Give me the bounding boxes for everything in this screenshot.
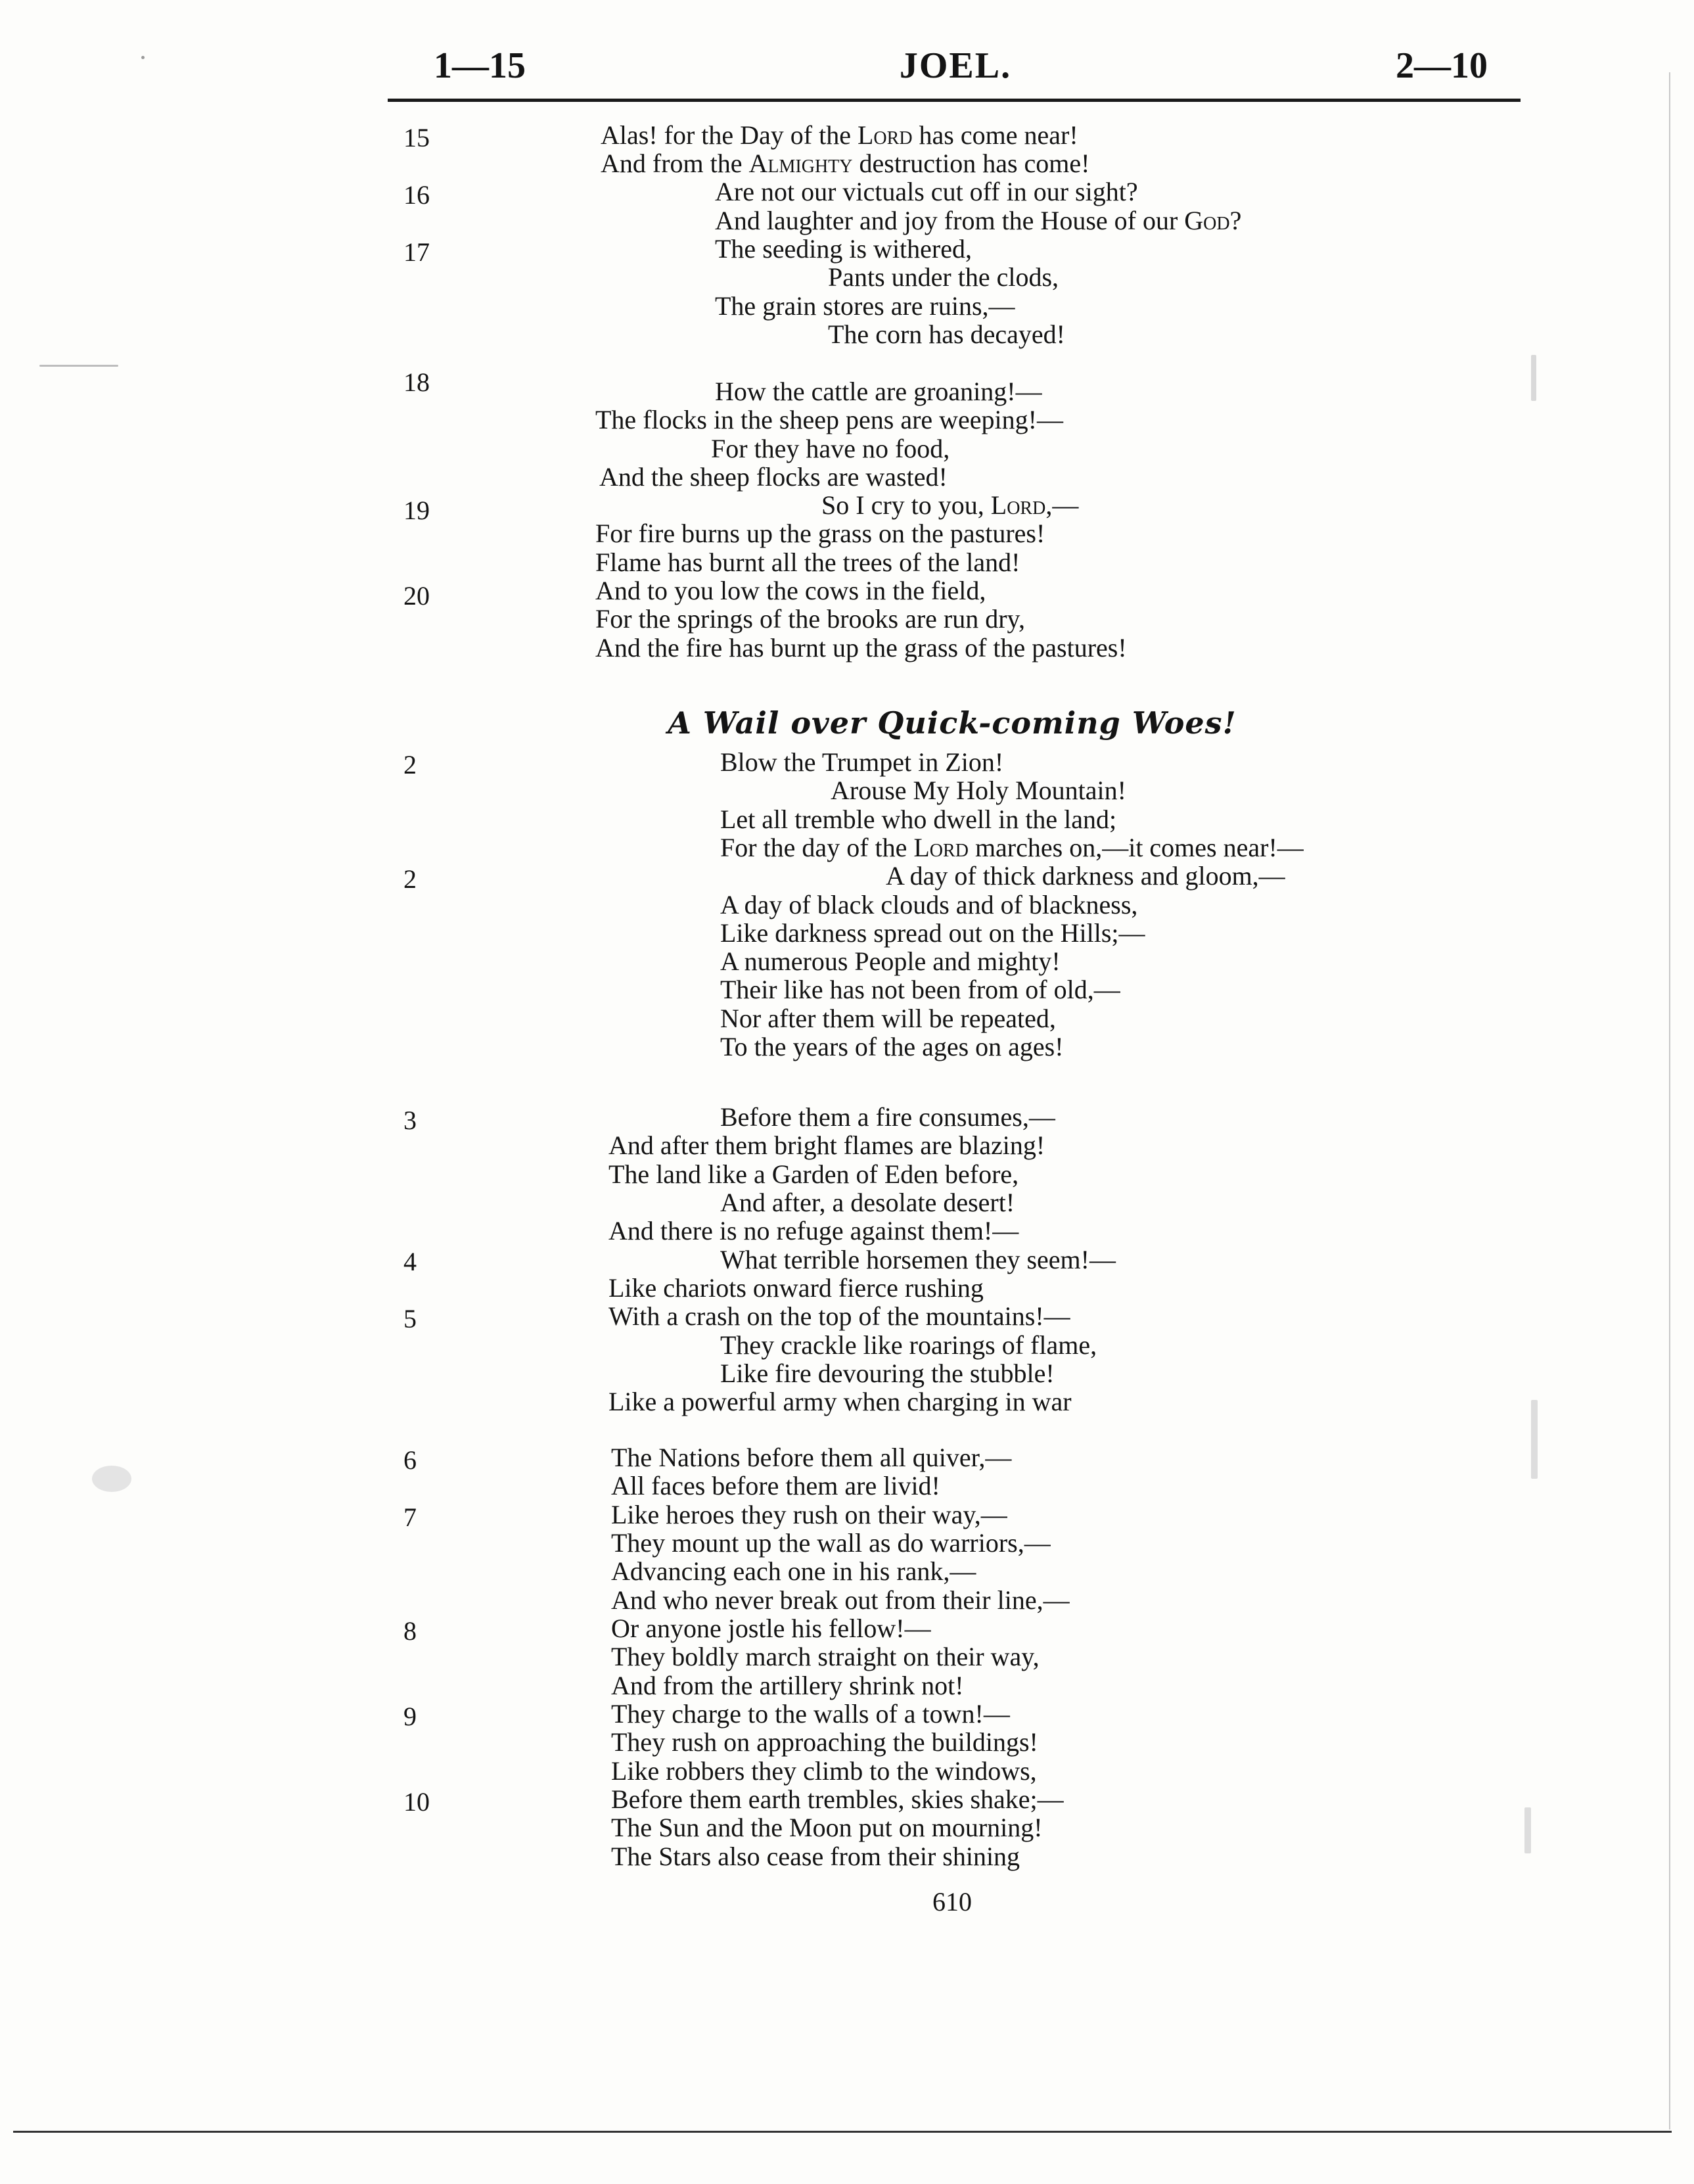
poem-line: And who never break out from their line,— <box>611 1585 1070 1615</box>
poem-line: So I cry to you, Lord,— <box>821 490 1079 520</box>
poem-line: And from the artillery shrink not! <box>611 1671 964 1700</box>
poem-line: The land like a Garden of Eden before, <box>608 1159 1019 1189</box>
verse-number: 16 <box>403 180 430 210</box>
verse-number: 8 <box>403 1616 417 1646</box>
poem-line: And the fire has burnt up the grass of the pastures! <box>595 633 1127 662</box>
verse-number: 4 <box>403 1247 417 1276</box>
verse-number: 17 <box>403 237 430 267</box>
poem-line: Alas! for the Day of the Lord has come near! <box>601 120 1078 150</box>
verse-number: 20 <box>403 581 430 611</box>
poem-line: Let all tremble who dwell in the land; <box>720 804 1117 834</box>
bottom-rule <box>13 2131 1672 2133</box>
poem-line: For fire burns up the grass on the pastures! <box>595 519 1045 548</box>
small-caps-word: Lord <box>857 120 913 150</box>
poem-line: To the years of the ages on ages! <box>720 1032 1064 1061</box>
verse-number: 2 <box>403 750 417 779</box>
poem-line: They charge to the walls of a town!— <box>611 1699 1010 1729</box>
poem-line: And from the Almighty destruction has come! <box>601 149 1090 178</box>
poem-line: Arouse My Holy Mountain! <box>831 776 1126 805</box>
poem-line: The flocks in the sheep pens are weeping!— <box>595 405 1063 434</box>
small-caps-word: Almighty <box>748 149 853 178</box>
poem-line: They rush on approaching the buildings! <box>611 1727 1038 1757</box>
poem-line: And there is no refuge against them!— <box>608 1216 1019 1245</box>
poem-line: They crackle like roarings of flame, <box>720 1330 1097 1360</box>
scan-speck <box>1531 355 1536 401</box>
poem-line: The Stars also cease from their shining <box>611 1842 1020 1871</box>
poem-line: What terrible horsemen they seem!— <box>720 1245 1116 1274</box>
poem-line: And to you low the cows in the field, <box>595 576 986 605</box>
verse-number: 2 <box>403 864 417 894</box>
poem-line: Flame has burnt all the trees of the land! <box>595 547 1020 577</box>
verse-number: 5 <box>403 1304 417 1334</box>
scan-speck <box>1531 1400 1538 1479</box>
section-heading: A Wail over Quick-coming Woes! <box>668 705 1237 741</box>
poem-line: With a crash on the top of the mountains!— <box>608 1301 1070 1331</box>
poem-line: A day of thick darkness and gloom,— <box>886 861 1285 891</box>
poem-line: For the springs of the brooks are run dry, <box>595 604 1025 634</box>
poem-line: And after, a desolate desert! <box>720 1188 1015 1217</box>
poem-line: Before them a fire consumes,— <box>720 1102 1055 1132</box>
verse-number: 9 <box>403 1702 417 1731</box>
small-caps-word: God <box>1184 206 1230 235</box>
poem-line: A numerous People and mighty! <box>720 946 1061 976</box>
poem-line: All faces before them are livid! <box>611 1471 940 1500</box>
verse-number: 10 <box>403 1787 430 1817</box>
verse-number: 3 <box>403 1105 417 1135</box>
poem-line: Blow the Trumpet in Zion! <box>720 747 1004 777</box>
poem-line: Advancing each one in his rank,— <box>611 1556 976 1586</box>
poem-line: The grain stores are ruins,— <box>715 291 1015 321</box>
header-rule <box>388 99 1521 102</box>
poem-line: The Sun and the Moon put on mourning! <box>611 1813 1043 1842</box>
poem-line: Like heroes they rush on their way,— <box>611 1500 1007 1529</box>
verse-number: 7 <box>403 1502 417 1532</box>
scan-speck <box>92 1466 131 1492</box>
poem-line: Like fire devouring the stubble! <box>720 1359 1055 1388</box>
poem-line: A day of black clouds and of blackness, <box>720 890 1138 919</box>
verse-number: 18 <box>403 367 430 397</box>
header-chapter-start: 1—15 <box>434 45 526 86</box>
verse-number: 15 <box>403 123 430 152</box>
poem-line: Like chariots onward fierce rushing <box>608 1273 984 1303</box>
poem-line: For the day of the Lord marches on,—it comes near!— <box>720 833 1304 862</box>
verse-number: 19 <box>403 496 430 525</box>
poem-line: Their like has not been from of old,— <box>720 975 1120 1004</box>
poem-line: Like robbers they climb to the windows, <box>611 1756 1037 1786</box>
poem-line: Nor after them will be repeated, <box>720 1004 1056 1033</box>
header-book-title: JOEL. <box>899 45 1012 86</box>
poem-line: And after them bright flames are blazing! <box>608 1130 1045 1160</box>
poem-line: The corn has decayed! <box>828 319 1065 349</box>
poem-line: Like a powerful army when charging in war <box>608 1387 1072 1416</box>
small-caps-word: Lord <box>913 833 969 862</box>
poem-line: The Nations before them all quiver,— <box>611 1443 1012 1472</box>
verse-number: 6 <box>403 1445 417 1475</box>
scan-speck <box>141 56 145 59</box>
header-chapter-end: 2—10 <box>1396 45 1488 86</box>
poem-line: Like darkness spread out on the Hills;— <box>720 918 1145 948</box>
scan-speck <box>39 365 118 367</box>
scan-speck <box>1524 1807 1531 1853</box>
poem-line: The seeding is withered, <box>715 234 972 264</box>
poem-line: They mount up the wall as do warriors,— <box>611 1528 1051 1558</box>
small-caps-word: Lord <box>990 490 1046 520</box>
poem-line: Or anyone jostle his fellow!— <box>611 1614 931 1643</box>
poem-line: Before them earth trembles, skies shake;— <box>611 1784 1064 1814</box>
poem-line: They boldly march straight on their way, <box>611 1642 1040 1671</box>
poem-line: And the sheep flocks are wasted! <box>599 462 948 492</box>
poem-line: How the cattle are groaning!— <box>715 377 1042 406</box>
page-number: 610 <box>932 1887 972 1917</box>
poem-line: For they have no food, <box>711 434 950 463</box>
right-edge-rule <box>1669 72 1670 2129</box>
poem-line: Are not our victuals cut off in our sight? <box>715 177 1138 206</box>
poem-line: Pants under the clods, <box>828 262 1059 292</box>
poem-line: And laughter and joy from the House of our God? <box>715 206 1242 235</box>
